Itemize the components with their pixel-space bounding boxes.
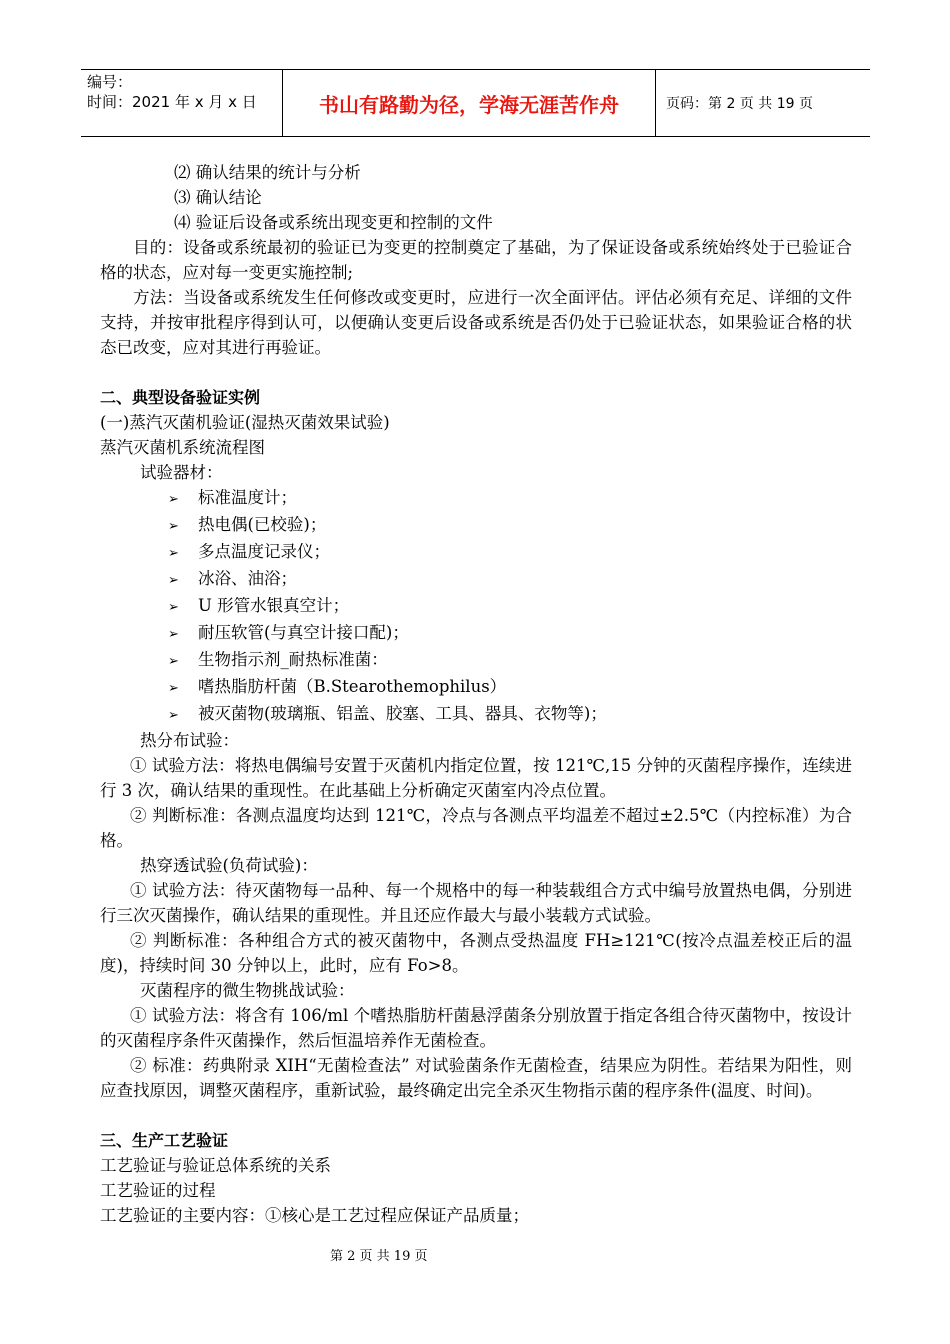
- arrow-bullet-icon: ➢: [168, 708, 179, 723]
- material-item: ➢ 被灭菌物(玻璃瓶、铝盖、胶塞、工具、器具、衣物等)；: [100, 701, 852, 728]
- list-item: ⑷ 验证后设备或系统出现变更和控制的文件: [174, 213, 493, 232]
- method-paragraph: 方法：当设备或系统发生任何修改或变更时，应进行一次全面评估。评估必须有充足、详细的文件支持，并按审批程序得到认可，以便确认变更后设备或系统是否仍处于已验证状态，如果验证合格的状态已改变，应对其进行再验证。: [100, 288, 852, 357]
- microbial-challenge-criteria: ② 标准：药典附录 XIH“无菌检查法” 对试验菌条作无菌检查，结果应为阴性。若结果为阳性，则应查找原因，调整灭菌程序，重新试验，最终确定出完全杀灭生物指示菌的程序条件(温度、时间)。: [100, 1056, 852, 1100]
- arrow-bullet-icon: ➢: [168, 627, 179, 642]
- material-item: ➢ 嗜热脂肪杆菌（B.Stearothemophilus）: [100, 674, 852, 701]
- body-line: 工艺验证的过程: [100, 1181, 216, 1200]
- document-body: [100, 160, 852, 1228]
- subsection-title: (一)蒸汽灭菌机验证(湿热灭菌效果试验): [100, 413, 390, 432]
- material-item: ➢ U 形管水银真空计；: [100, 593, 852, 620]
- list-item: ⑶ 确认结论: [174, 188, 262, 207]
- heat-penetration-method: ① 试验方法：待灭菌物每一品种、每一个规格中的每一种装载组合方式中编号放置热电偶，分别进行三次灭菌操作，确认结果的重现性。并且还应作最大与最小装载方式试验。: [100, 881, 852, 925]
- heat-penetration-label: 热穿透试验(负荷试验)：: [140, 856, 318, 875]
- arrow-bullet-icon: ➢: [168, 546, 179, 561]
- arrow-bullet-icon: ➢: [168, 654, 179, 669]
- arrow-bullet-icon: ➢: [168, 519, 179, 534]
- header-motto: 书山有路勤为径，学海无涯苦作舟: [283, 70, 656, 136]
- body-line: 工艺验证的主要内容：①核心是工艺过程应保证产品质量；: [100, 1206, 529, 1225]
- page-footer: 第 2 页 共 19 页: [330, 1249, 428, 1264]
- flowchart-label: 蒸汽灭菌机系统流程图: [100, 438, 265, 457]
- list-item: ⑵ 确认结果的统计与分析: [174, 163, 361, 182]
- heat-distribution-criteria: ② 判断标准：各测点温度均达到 121℃，冷点与各测点平均温差不超过±2.5℃（内控标准）为合格。: [100, 806, 852, 850]
- arrow-bullet-icon: ➢: [168, 681, 179, 696]
- purpose-paragraph: 目的：设备或系统最初的验证已为变更的控制奠定了基础，为了保证设备或系统始终处于已验证合格的状态，应对每一变更实施控制;: [100, 238, 852, 282]
- material-item: ➢ 冰浴、油浴；: [100, 566, 852, 593]
- material-item: ➢ 生物指示剂_耐热标准菌：: [100, 647, 852, 674]
- material-item: ➢ 热电偶(已校验)；: [100, 512, 852, 539]
- body-line: 工艺验证与验证总体系统的关系: [100, 1156, 331, 1175]
- microbial-challenge-method: ① 试验方法：将含有 106/ml 个嗜热脂肪杆菌悬浮菌条分别放置于指定各组合待灭菌物中，按设计的灭菌程序条件灭菌操作，然后恒温培养作无菌检查。: [100, 1006, 852, 1050]
- heat-distribution-method: ① 试验方法：将热电偶编号安置于灭菌机内指定位置，按 121℃,15 分钟的灭菌程序操作，连续进行 3 次，确认结果的重现性。在此基础上分析确定灭菌室内冷点位置。: [100, 756, 852, 800]
- header-meta: [81, 70, 283, 136]
- materials-label: 试验器材：: [140, 463, 223, 482]
- heat-distribution-label: 热分布试验：: [140, 731, 239, 750]
- microbial-challenge-label: 灭菌程序的微生物挑战试验：: [140, 981, 355, 1000]
- heat-penetration-criteria: ② 判断标准：各种组合方式的被灭菌物中，各测点受热温度 FH≥121℃(按冷点温差校正后的温度)，持续时间 30 分钟以上，此时，应有 Fo>8。: [100, 931, 852, 975]
- arrow-bullet-icon: ➢: [168, 492, 179, 507]
- doc-number-label: 编号：: [87, 73, 133, 91]
- header-page-info: 页码：第 2 页 共 19 页: [666, 96, 813, 112]
- section-heading: 三、生产工艺验证: [100, 1131, 229, 1150]
- material-item: ➢ 多点温度记录仪；: [100, 539, 852, 566]
- arrow-bullet-icon: ➢: [168, 600, 179, 615]
- material-item: ➢ 标准温度计；: [100, 485, 852, 512]
- arrow-bullet-icon: ➢: [168, 573, 179, 588]
- section-heading: 二、典型设备验证实例: [100, 388, 261, 407]
- doc-date-label: 时间：2021 年 x 月 x 日: [87, 93, 257, 111]
- material-item: ➢ 耐压软管(与真空计接口配)；: [100, 620, 852, 647]
- page-header: [81, 69, 870, 137]
